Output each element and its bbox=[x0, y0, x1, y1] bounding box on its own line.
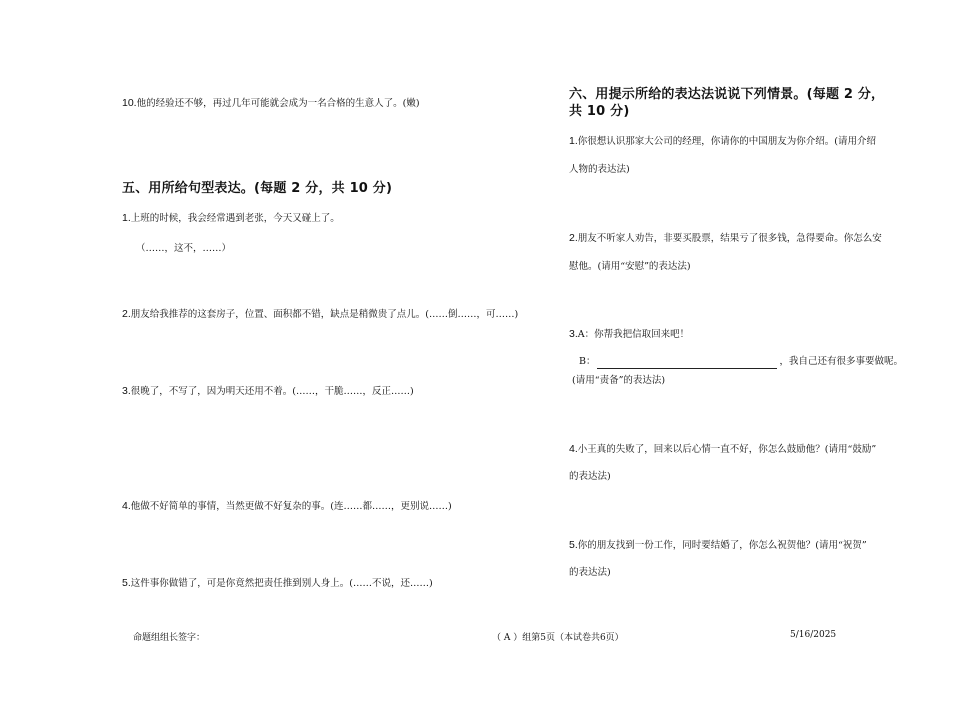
question-number: 5. bbox=[569, 539, 578, 551]
question-text: 小王真的失败了，回来以后心情一直不好，你怎么鼓励他？(请用“鼓励” bbox=[577, 444, 877, 455]
print-date: 5/16/2025 bbox=[790, 630, 837, 640]
section-6-title-line-1: 六、用提示所给的表达法说说下列情景。(每题 2 分， bbox=[569, 87, 885, 102]
signature-label: 命题组组长签字： bbox=[133, 633, 206, 643]
section5-item-4 bbox=[122, 499, 452, 514]
question-number: 4. bbox=[569, 443, 578, 455]
question-text: 上班的时候，我会经常遇到老张，今天又碰上了。 bbox=[130, 213, 340, 224]
question-text: 很晚了，不写了，因为明天还用不着。(……，干脆……，反正……) bbox=[130, 386, 414, 397]
section5-item-3 bbox=[122, 384, 414, 399]
section5-item-1-hint: （……，这不，……） bbox=[136, 243, 232, 254]
question-number: 2. bbox=[569, 232, 578, 244]
question-text: A：你帮我把信取回来吧！ bbox=[577, 329, 690, 340]
page-info: （ A ）组第5页（本试卷共6页） bbox=[492, 633, 624, 643]
question-number: 1. bbox=[122, 212, 131, 224]
section5-item-5 bbox=[122, 576, 433, 591]
section6-item-3-answer-row bbox=[579, 355, 903, 369]
speaker-b-rest: ，我自己还有很多事要做呢。 bbox=[779, 356, 903, 367]
question-number: 10. bbox=[122, 97, 137, 109]
section-6-title-line-2: 共 10 分) bbox=[569, 104, 630, 119]
section6-item-3-line-1 bbox=[569, 327, 689, 342]
section6-item-3-line-3: (请用“责备”的表达法) bbox=[572, 375, 666, 386]
question-number: 2. bbox=[122, 308, 131, 320]
question-number: 4. bbox=[122, 500, 131, 512]
question-text: 你的朋友找到一份工作，同时要结婚了，你怎么祝贺他？(请用“祝贺” bbox=[577, 540, 867, 551]
question-number: 1. bbox=[569, 135, 578, 147]
answer-blank[interactable] bbox=[597, 358, 777, 369]
section6-item-2-line-2: 慰他。(请用“安慰”的表达法) bbox=[569, 261, 691, 272]
question-text: 朋友给我推荐的这套房子，位置、面积都不错，缺点是稍微贵了点儿。(……倒……，可……) bbox=[130, 309, 519, 320]
section6-item-5-line-2: 的表达法) bbox=[569, 567, 611, 578]
section6-item-2-line-1 bbox=[569, 231, 882, 246]
question-text: 这件事你做错了，可是你竟然把责任推到别人身上。(……不说，还……) bbox=[130, 578, 433, 589]
section6-item-5-line-1 bbox=[569, 538, 867, 553]
speaker-b-label: B： bbox=[579, 356, 596, 367]
section5-item-1 bbox=[122, 211, 340, 226]
question-text: 你很想认识那家大公司的经理，你请你的中国朋友为你介绍。(请用介绍 bbox=[577, 136, 876, 147]
question-text: 朋友不听家人劝告，非要买股票，结果亏了很多钱，急得要命。你怎么安 bbox=[577, 233, 882, 244]
section6-item-1-line-2: 人物的表达法) bbox=[569, 164, 630, 175]
question-number: 3. bbox=[569, 328, 578, 340]
question-number: 3. bbox=[122, 385, 131, 397]
section-5-title: 五、用所给句型表达。(每题 2 分，共 10 分) bbox=[122, 181, 393, 196]
section5-item-2 bbox=[122, 307, 518, 322]
question-10 bbox=[122, 96, 420, 111]
question-text: 他做不好简单的事情，当然更做不好复杂的事。(连……都……，更别说……) bbox=[130, 501, 452, 512]
question-number: 5. bbox=[122, 577, 131, 589]
section6-item-4-line-1 bbox=[569, 442, 876, 457]
section6-item-4-line-2: 的表达法) bbox=[569, 471, 611, 482]
question-text: 他的经验还不够，再过几年可能就会成为一名合格的生意人了。(嫩) bbox=[136, 98, 420, 109]
section6-item-1-line-1 bbox=[569, 134, 876, 149]
